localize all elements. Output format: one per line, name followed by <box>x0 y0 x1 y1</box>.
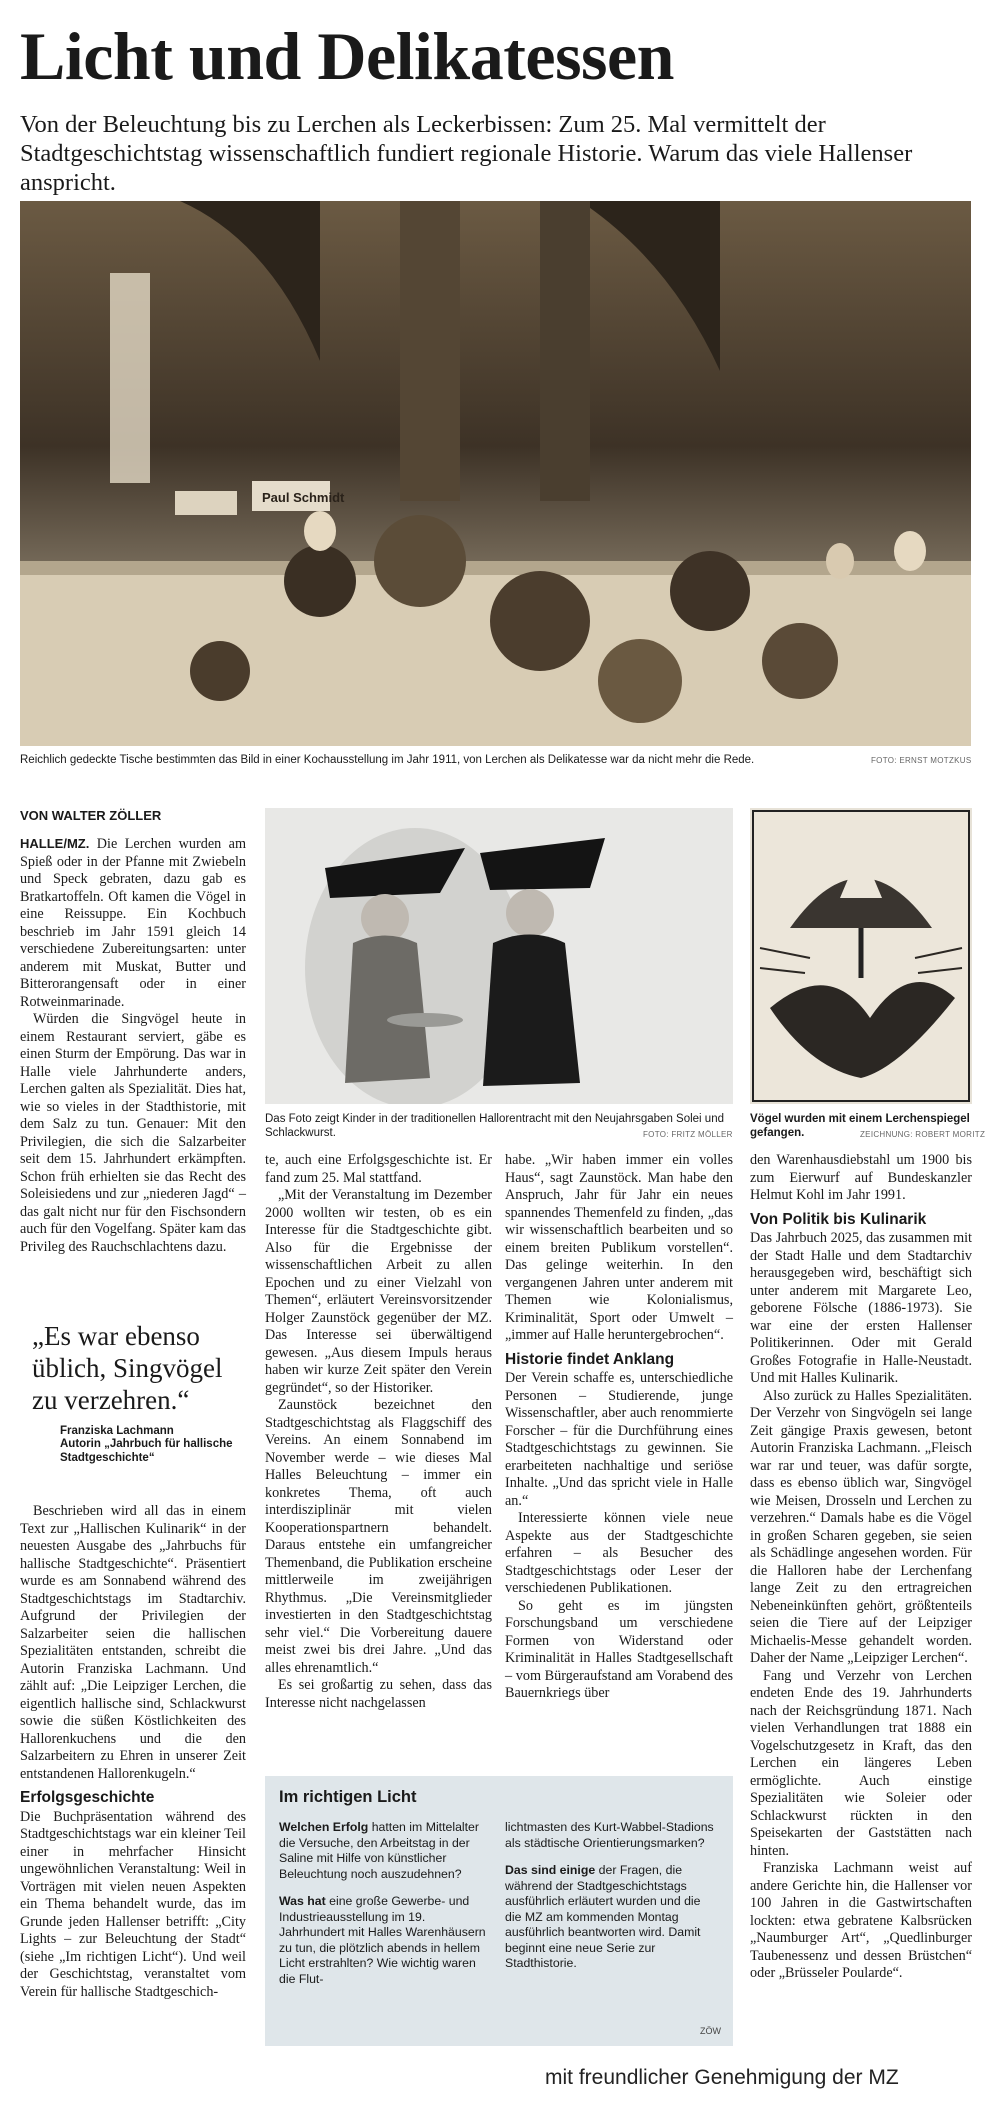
col4-paragraph-5: Franziska Lachmann weist auf andere Gerichte hin, die Hallenser vor 100 Jahren in die Gastwirtschaften lockten: etwa gebratene Kalbsrücken „Naumburger Art“, „Quedlinburger Taubenessenz und dessen Brüstchen“ oder „Brüsseler Poularde“. <box>750 1860 972 1981</box>
col4-paragraph-1: den Warenhausdiebstahl um 1900 bis zum Eierwurf auf Bundeskanzler Helmut Kohl im Jahr 1991. <box>750 1152 972 1203</box>
col3-paragraph-1: habe. „Wir haben immer ein volles Haus“, sagt Zaunstöck. Man habe den Anspruch, Jahr für Jahr ein neues spannendes Themenfeld zu finden, „das wir wissenschaftlich bearbeiten und so einem breiten Publikum vorstellen“. Das gelinge weiterhin. In den vergangenen Jahren unter anderem mit Themen wie Kolonialismus, Kriminalität, Sport oder Umwelt – „immer auf Halle heruntergebrochen“. <box>505 1152 733 1343</box>
q3-text: der Fragen, die während der Stadtgeschichtstags ausführlich erläutert wurden und die die MZ am kommenden Montag ausführlich beantworten wird. Damit beginnt eine neue Serie zur Stadthistorie. <box>505 1863 701 1970</box>
lark-mirror-drawing <box>750 808 972 1104</box>
pull-quote <box>20 1320 246 1465</box>
main-photo-credit: FOTO: ERNST MOTZKUS <box>871 756 972 765</box>
col4-paragraph-3: Also zurück zu Halles Spezialitäten. Der Verzehr von Singvögeln sei lange Zeit gängige Praxis gewesen, betont Autorin Franziska Lachmann. „Fleisch war rar und teuer, was dafür sorgte, dass es ebenso üblich war, Singvögel wie Meisen, Drosseln und Lerchen zu verzehren.“ Damals habe es die Vögel in großen Scharen gegeben, sie seien als Schädlinge angesehen worden. Für die Halloren habe der Lerchenfang lange Zeit zu den ertragreichen Nebeneinkünften gehört, größtenteils seien die Tiere auf der Leipziger Michaelis-Messe gehandelt worden. Daher der Name „Leipziger Lerchen“. <box>750 1387 972 1666</box>
q2-lead: Was hat <box>279 1894 326 1908</box>
kids-photo-caption: Das Foto zeigt Kinder in der traditionellen Hallorentracht mit den Neujahrsgaben Solei und Schlackwurst. <box>265 1113 724 1139</box>
col2-paragraph-4: Es sei großartig zu sehen, dass das Interesse nicht nachgelassen <box>265 1677 492 1711</box>
col1-paragraph-3: Beschrieben wird all das in einem Text zur „Hallischen Kulinarik“ in der neuesten Ausgabe des „Jahrbuchs für hallische Stadtgeschichte“. Präsentiert wurde es am Sonnabend während des Stadtgeschichtstags im Stadtarchiv. Aufgrund der Privilegien der Salzarbeiter seien die hallischen Spezialitäten entstanden, schreibt die Autorin Franziska Lachmann. Und zählt auf: „Die Leipziger Lerchen, die eigentlich hallische sind, Schlackwurst sowie die süßen Köstlichkeiten des Hallorenkuchens und die den Salzarbeitern zu Ehren in unserer Zeit entstandenen Hallorenkugeln.“ <box>20 1503 246 1782</box>
quote-author: Franziska Lachmann <box>60 1425 174 1437</box>
hallore-children-photo <box>265 808 733 1104</box>
col1-paragraph-2: Würden die Singvögel heute in einem Restaurant serviert, gäbe es einen Sturm der Empörung. Das war in Halle viele Jahrhunderte anders, Lerchen galten als Spezialität. Dies hat, wie so vieles in der Stadthistorie, mit dem Salz zu tun. Genauer: Mit den Privilegien, die sich die Salzarbeiter seit dem 15. Jahrhundert erkämpften. Schon früh erhielten sie das Recht des Soleisiedens und zur „niederen Jagd“ – das galt nicht nur für den Fischsondern auch für den Vogelfang. Später kam das Privileg des Rauchschlachtens dazu. <box>20 1011 247 1255</box>
col3-paragraph-2: Der Verein schaffe es, unterschiedliche Personen – Studierende, junge Wissenschaftler, aber auch renommierte Forscher – für die Durchführung eines Stadtgeschichtstags zu gewinnen. Sie erarbeiteten nachhaltige und seriöse Inhalte. „Und das spricht viele in Halle an.“ <box>505 1370 733 1509</box>
exhibition-sign: Paul Schmidt <box>262 490 345 505</box>
headline: Licht und Delikatessen <box>20 18 674 94</box>
col2-paragraph-3: Zaunstöck bezeichnet den Stadtgeschichtstag als Flaggschiff des Vereins. An einem Sonnabend im November werde – wie dieses Mal Halles Beleuchtung – immer ein konkretes Thema, oft auch interdisziplinär mit vielen Kooperationspartnern behandelt. Daraus entstehe ein umfangreicher Themenband, die Publikation erscheine mittlerweile im zweijährigen Rhythmus. „Die Vereinsmitglieder investierten in den Stadtgeschichtstag sehr viel.“ Die Vorbereitung dauere meist zwei bis drei Jahre. „Und das alles ehrenamtlich.“ <box>265 1397 492 1676</box>
info-box-signature: ZÖW <box>700 2026 721 2036</box>
cooking-exhibition-photo <box>20 201 971 746</box>
info-box-col-right <box>505 1820 719 1984</box>
col4-paragraph-2: Das Jahrbuch 2025, das zusammen mit der Stadt Halle und dem Stadtarchiv herausgegeben wird, beschäftigt sich unter anderem mit Margarete Leo, geborene Fölsche (1886-1973). Sie war eine der ersten Hallenser Politikerinnen. Oder mit Gerald Großes Fotografie in Halle-Neustadt. Und mit Halles Kulinarik. <box>750 1230 972 1386</box>
col2-paragraph-1: te, auch eine Erfolgsgeschichte ist. Er fand zum 25. Mal stattfand. <box>265 1152 492 1186</box>
q1-lead: Welchen Erfolg <box>279 1820 369 1834</box>
main-photo-caption: Reichlich gedeckte Tische bestimmten das Bild in einer Kochausstellung im Jahr 1911, von Lerchen als Delikatesse war da nicht mehr die Rede. <box>20 754 755 766</box>
col2-paragraph-2: „Mit der Veranstaltung im Dezember 2000 wollten wir testen, ob es ein Interesse für die Stadtgeschichte gibt. Also für die Ergebnisse der wissenschaftlichen Arbeit zu allen Epochen und zu einer Vielzahl von Themen“, erläutert Vereinsvorsitzender Holger Zaunstöck gegenüber der MZ. Das Interesse sei überwältigend gewesen. „Aus diesem Impuls heraus haben wir kurze Zeit später den Verein gegründet“, so der Historiker. <box>265 1187 492 1396</box>
article-column-1-continued <box>20 1503 246 2001</box>
info-box <box>265 1776 733 2046</box>
col1-paragraph-4: Die Buchpräsentation während des Stadtgeschichtstags war ein kleiner Teil einer in mehrfacher Hinsicht ungewöhnlichen Veranstaltung: Weil in Vorträgen mit vielen neuen Aspekten ein Thema behandelt wurde, das im Grunde jeden Hallenser betrifft: „City Lights – zur Beleuchtung der Stadt“ (siehe „Im richtigen Licht“). Und weil der Geschichtstag, veranstaltet vom Verein für hallische Stadtgeschich- <box>20 1808 246 2000</box>
drawing-credit: ZEICHNUNG: ROBERT MORITZ <box>860 1130 986 1139</box>
quote-text: „Es war ebenso üblich, Singvögel zu verzehren.“ <box>32 1321 223 1415</box>
col4-paragraph-4: Fang und Verzehr von Lerchen endeten Ende des 19. Jahrhunderts nach der Reichsgründung 1871. Nach vielen Verhandlungen trat 1888 ein Vogelschutzgesetz in Kraft, das den Lerchen ein längeres Leben ermöglichte. Auch einstige Spezialitäten wie Soleier oder Schlackwurst rückten in den Speisekarten der Gaststätten nach hinten. <box>750 1667 972 1859</box>
kids-photo <box>265 808 733 1104</box>
subhead-historie: Historie findet Anklang <box>505 1350 675 1368</box>
q2-continuation: lichtmasten des Kurt-Wabbel-Stadions als städtische Orientierungsmarken? <box>505 1820 714 1850</box>
main-photo <box>20 201 971 746</box>
col3-paragraph-3: Interessierte können viele neue Aspekte aus der Stadtgeschichte erfahren – als Besucher des Stadtgeschichtstags oder Leser der verschiedenen Publikationen. <box>505 1510 733 1596</box>
byline: VON WALTER ZÖLLER <box>20 808 162 823</box>
q3-lead: Das sind einige <box>505 1863 596 1877</box>
kids-photo-credit: FOTO: FRITZ MÖLLER <box>643 1130 733 1139</box>
article-column-2 <box>265 1152 492 1712</box>
lead-paragraph: Von der Beleuchtung bis zu Lerchen als Leckerbissen: Zum 25. Mal vermittelt der Stadtgeschichtstag wissenschaftlich fundiert regionale Historie. Warum das viele Hallenser anspricht. <box>20 111 913 196</box>
permission-footer: mit freundlicher Genehmigung der MZ <box>545 2066 899 2089</box>
article-column-1 <box>20 835 246 1256</box>
col1-paragraph-1: Die Lerchen wurden am Spieß oder in der Pfanne mit Zwiebeln und Speck gebraten, dazu gab es Bratkartoffeln. Oft kamen die Vögel in eine Reissuppe. Ein Kochbuch beschrieb im Jahr 1591 gleich 14 verschiedene Zubereitungsarten: unter anderem mit Muskat, Butter und Bitterorangensaft oder in einer Rotweinmarinade. <box>20 836 247 1010</box>
quote-role: Autorin „Jahrbuch für hallische Stadtgeschichte“ <box>60 1438 233 1464</box>
info-box-title: Im richtigen Licht <box>279 1788 417 1806</box>
q1-text: hatten im Mittelalter die Versuche, den Arbeitstag in der Saline mit Hilfe von künstlicher Beleuchtung noch auszudehnen? <box>279 1820 479 1881</box>
drawing-illustration <box>750 808 972 1104</box>
info-box-col-left <box>279 1820 491 1999</box>
subhead-politik: Von Politik bis Kulinarik <box>750 1210 927 1228</box>
col3-paragraph-4: So geht es im jüngsten Forschungsband um verschiedene Formen von Widerstand oder Kriminalität in Halles Stadtgesellschaft – vom Bürgeraufstand am Vorabend des Bauernkriegs über <box>505 1597 733 1701</box>
drawing-caption: Vögel wurden mit einem Lerchenspiegel gefangen. <box>750 1113 970 1139</box>
article-column-4 <box>750 1152 972 1983</box>
article-column-3 <box>505 1152 733 1703</box>
dateline: HALLE/MZ. <box>20 836 90 851</box>
subhead-erfolgsgeschichte: Erfolgsgeschichte <box>20 1789 155 1806</box>
q2-text: eine große Gewerbe- und Industrieausstellung im 19. Jahrhundert mit Halles Warenhäusern zu tun, die plötzlich abends in hellem Licht erstrahlten? Wie wichtig waren die Flut- <box>279 1894 486 1986</box>
